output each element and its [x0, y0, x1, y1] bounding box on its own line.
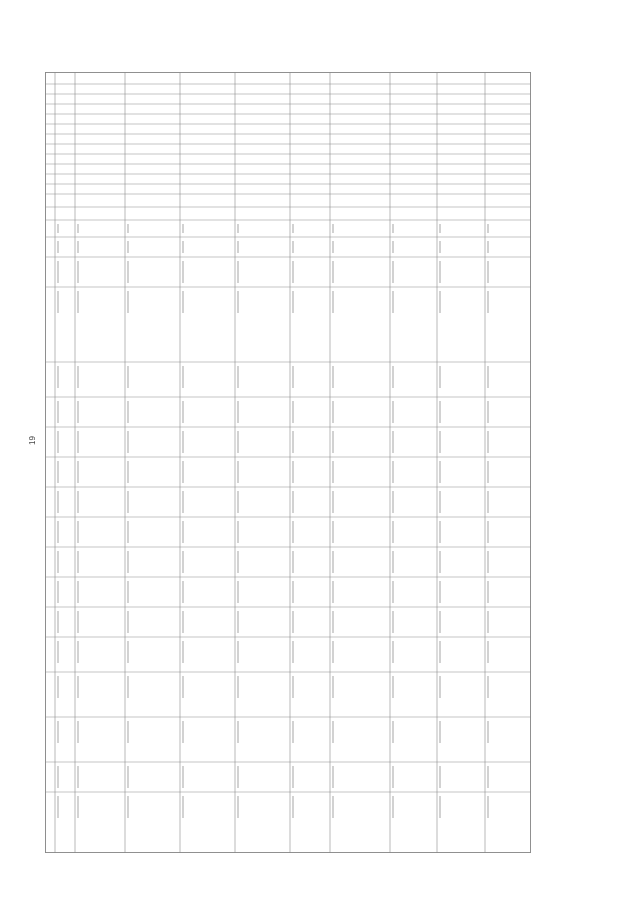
table-grid — [45, 72, 531, 853]
table-border — [46, 73, 531, 853]
page-number: 19 — [28, 436, 37, 445]
rotated-data-table — [45, 72, 531, 853]
